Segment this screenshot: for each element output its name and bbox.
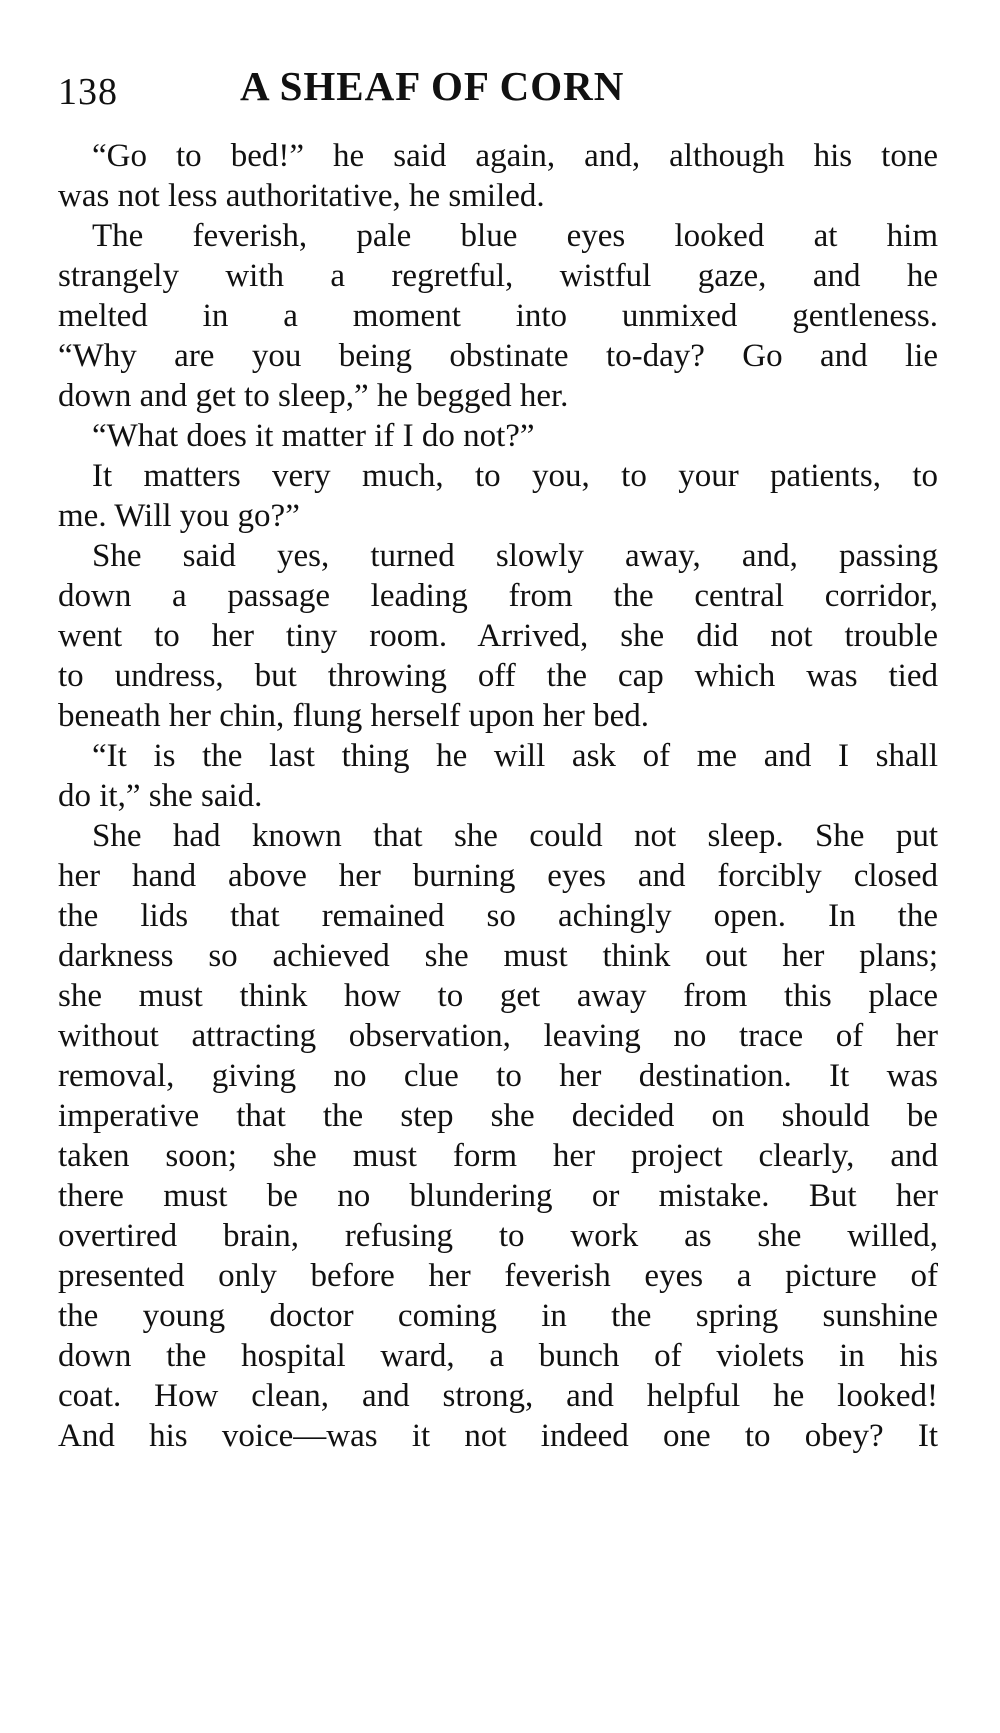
- text-line: melted in a moment into unmixed gentleness.: [58, 298, 938, 334]
- body-text: [58, 136, 938, 1456]
- text-line: me. Will you go?”: [58, 498, 300, 534]
- text-line: presented only before her feverish eyes a picture of: [58, 1258, 938, 1294]
- text-line: removal, giving no clue to her destination. It was: [58, 1058, 938, 1094]
- text-line: “It is the last thing he will ask of me and I shall: [92, 738, 938, 774]
- text-line: She said yes, turned slowly away, and, passing: [92, 538, 938, 574]
- text-line: overtired brain, refusing to work as she willed,: [58, 1218, 938, 1254]
- text-line: was not less authoritative, he smiled.: [58, 178, 545, 214]
- text-line: there must be no blundering or mistake. But her: [58, 1178, 938, 1214]
- text-line: to undress, but throwing off the cap which was tied: [58, 658, 938, 694]
- text-line: strangely with a regretful, wistful gaze, and he: [58, 258, 938, 294]
- text-line: she must think how to get away from this place: [58, 978, 938, 1014]
- text-line: It matters very much, to you, to your patients, to: [92, 458, 938, 494]
- running-title: A SHEAF OF CORN: [240, 63, 625, 109]
- text-line: down and get to sleep,” he begged her.: [58, 378, 569, 414]
- text-line: her hand above her burning eyes and forcibly closed: [58, 858, 938, 894]
- text-line: do it,” she said.: [58, 778, 263, 814]
- text-line: beneath her chin, flung herself upon her bed.: [58, 698, 650, 734]
- text-line: “Go to bed!” he said again, and, although his tone: [92, 138, 938, 174]
- text-line: coat. How clean, and strong, and helpful he looked!: [58, 1378, 938, 1414]
- running-head: [58, 62, 938, 118]
- text-line: She had known that she could not sleep. She put: [92, 818, 938, 854]
- text-line: imperative that the step she decided on should be: [58, 1098, 938, 1134]
- page-number: 138: [58, 71, 118, 113]
- text-line: taken soon; she must form her project clearly, and: [58, 1138, 938, 1174]
- text-line: went to her tiny room. Arrived, she did not trouble: [58, 618, 938, 654]
- text-line: the lids that remained so achingly open. In the: [58, 898, 938, 934]
- text-line: without attracting observation, leaving no trace of her: [58, 1018, 938, 1054]
- text-line: The feverish, pale blue eyes looked at him: [92, 218, 938, 254]
- text-line: the young doctor coming in the spring sunshine: [58, 1298, 938, 1334]
- text-line: down the hospital ward, a bunch of violets in his: [58, 1338, 938, 1374]
- text-line: “What does it matter if I do not?”: [92, 418, 535, 454]
- text-line: “Why are you being obstinate to-day? Go and lie: [58, 338, 938, 374]
- text-line: darkness so achieved she must think out her plans;: [58, 938, 938, 974]
- text-line: down a passage leading from the central corridor,: [58, 578, 938, 614]
- text-line: And his voice—was it not indeed one to obey? It: [58, 1418, 938, 1454]
